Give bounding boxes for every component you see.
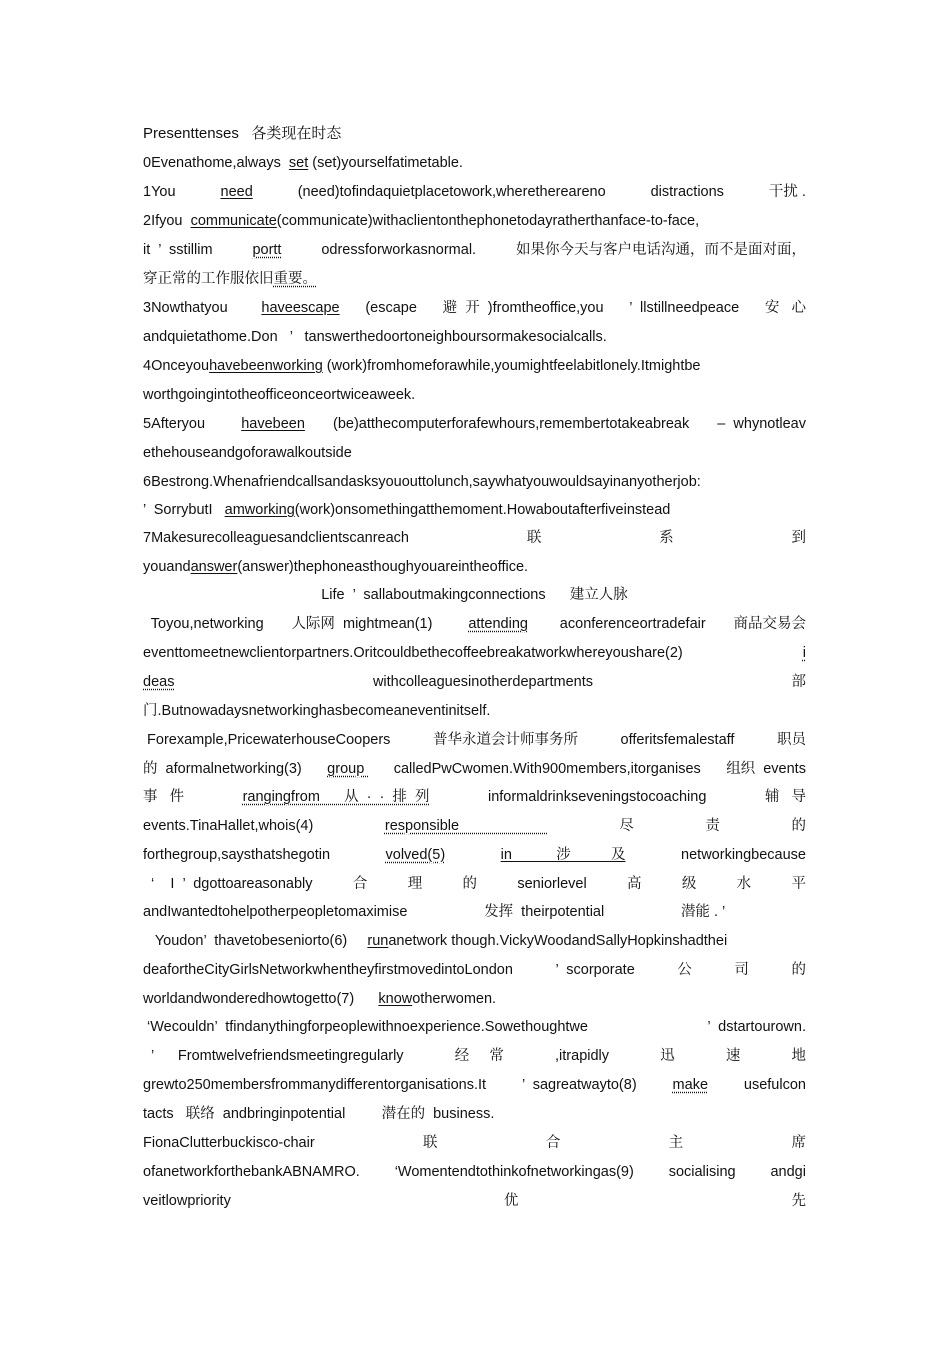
answer-blank: know bbox=[378, 991, 413, 1007]
text-line bbox=[143, 472, 806, 492]
text-segment: Forexample,PricewaterhouseCoopers bbox=[143, 732, 391, 748]
text-line bbox=[143, 385, 806, 405]
text-line bbox=[143, 327, 806, 347]
text-segment: withcolleaguesinotherdepartments bbox=[372, 674, 593, 690]
text-line bbox=[143, 672, 806, 692]
text-segment: youand bbox=[143, 559, 191, 575]
text-line bbox=[143, 1104, 806, 1124]
dotted-underline-text: make bbox=[672, 1077, 709, 1093]
text-segment: tacts 联络 andbringinpotential 潜在的 business. bbox=[143, 1106, 495, 1122]
text-line bbox=[143, 211, 806, 231]
text-segment: ’ scorporate bbox=[555, 962, 635, 978]
text-line bbox=[143, 931, 806, 951]
answer-blank: set bbox=[288, 155, 309, 171]
text-segment: 干扰 . bbox=[768, 184, 806, 200]
text-segment: (need)tofindaquietplacetowork,wherethereareno bbox=[297, 184, 606, 200]
text-line bbox=[143, 240, 806, 260]
text-line bbox=[143, 1191, 806, 1211]
text-segment: 责 bbox=[705, 818, 720, 834]
text-segment: 0Evenathome,always bbox=[143, 155, 289, 171]
text-segment: 公 bbox=[677, 962, 692, 978]
text-segment: andgi bbox=[770, 1164, 806, 1180]
text-segment: Toyou,networking bbox=[143, 616, 264, 632]
text-segment: worldandwonderedhowtogetto(7) bbox=[143, 991, 379, 1007]
text-segment: ’ dstartourown. bbox=[707, 1019, 806, 1035]
text-segment: grewto250membersfrommanydifferentorganisations.It bbox=[143, 1077, 487, 1093]
text-segment: 组织 events bbox=[726, 761, 806, 777]
text-segment: 人际网 mightmean(1) bbox=[291, 616, 441, 632]
text-segment: 迅 bbox=[660, 1048, 675, 1064]
text-segment: it ’ sstillim bbox=[143, 242, 213, 258]
answer-blank: answer bbox=[190, 559, 238, 575]
text-segment: worthgoingintotheofficeonceortwiceaweek. bbox=[143, 387, 416, 403]
text-segment: distractions bbox=[650, 184, 724, 200]
text-segment: 各类现在时态 bbox=[238, 125, 342, 142]
dotted-underline-text: rangingfrom 从 · · 排 列 bbox=[242, 789, 430, 805]
text-line bbox=[143, 414, 806, 434]
text-line bbox=[143, 298, 806, 318]
dotted-underline-text: volved(5) bbox=[385, 847, 446, 863]
text-line bbox=[143, 1133, 806, 1153]
text-line bbox=[143, 787, 806, 807]
text-segment: (work)fromhomeforawhile,youmightfeelabitlonely.Itmightbe bbox=[322, 358, 701, 374]
text-line bbox=[143, 845, 806, 865]
text-line bbox=[143, 816, 806, 836]
answer-blank: amworking bbox=[224, 502, 295, 518]
document-heading bbox=[143, 124, 806, 144]
text-line bbox=[143, 153, 806, 173]
text-segment: Youdon’ thavetobeseniorto(6) bbox=[143, 933, 368, 949]
text-segment: 联 bbox=[526, 530, 542, 546]
text-segment: 事 件 bbox=[143, 789, 185, 805]
text-segment: 合 bbox=[545, 1135, 561, 1151]
text-segment: 的 bbox=[791, 962, 806, 978]
text-segment: (answer)thephoneasthoughyouareintheoffice. bbox=[237, 559, 529, 575]
text-segment: 的 bbox=[462, 876, 478, 892]
text-segment: seniorlevel bbox=[517, 876, 587, 892]
text-segment: 联 bbox=[422, 1135, 438, 1151]
dotted-underline-text: portt bbox=[252, 242, 282, 258]
text-segment: 职员 bbox=[776, 732, 806, 748]
text-segment: ’ sagreatwayto(8) bbox=[521, 1077, 637, 1093]
text-segment: 门.Butnowadaysnetworkinghasbecomeaneventinitself. bbox=[143, 703, 491, 719]
text-segment: 部 bbox=[791, 674, 806, 690]
text-segment: odressforworkasnormal. bbox=[321, 242, 477, 258]
text-segment: ’ SorrybutI bbox=[143, 502, 225, 518]
text-line bbox=[143, 614, 806, 634]
text-segment: ’ llstillneedpeace bbox=[629, 300, 740, 316]
text-line bbox=[143, 1017, 806, 1037]
text-segment: Life ’ sallaboutmakingconnections 建立人脉 bbox=[321, 587, 628, 603]
text-segment: anetwork though.VickyWoodandSallyHopkinshadthei bbox=[388, 933, 728, 949]
text-segment: 经 常 bbox=[454, 1048, 504, 1064]
text-segment: networkingbecause bbox=[681, 847, 806, 863]
text-line bbox=[143, 874, 806, 894]
text-segment: 7Makesurecolleaguesandclientscanreach bbox=[143, 530, 409, 546]
text-segment: 发挥 theirpotential bbox=[484, 904, 605, 920]
text-segment: 商品交易会 bbox=[733, 616, 806, 632]
text-segment: usefulcon bbox=[743, 1077, 806, 1093]
text-segment: ’ Fromtwelvefriendsmeetingregularly bbox=[143, 1048, 404, 1064]
text-line bbox=[143, 1162, 806, 1182]
text-segment: (work)onsomethingatthemoment.Howaboutafterfiveinstead bbox=[294, 502, 671, 518]
text-segment: 穿正常的工作服依旧 bbox=[143, 271, 274, 287]
text-segment: 高 bbox=[627, 876, 642, 892]
text-segment: informaldrinkseveningstocoaching bbox=[487, 789, 707, 805]
text-segment: eventtomeetnewclientorpartners.Oritcouldbethecoffeebreakatworkwhereyoushare(2) bbox=[143, 645, 683, 661]
dotted-underline-text: responsible bbox=[384, 818, 548, 834]
text-line bbox=[143, 356, 806, 376]
text-segment: deafortheCityGirlsNetworkwhentheyfirstmovedintoLondon bbox=[143, 962, 513, 978]
text-segment: (communicate)withaclientonthephonetodayratherthanface-to-face, bbox=[276, 213, 700, 229]
text-segment: 到 bbox=[791, 530, 806, 546]
text-segment: 地 bbox=[791, 1048, 806, 1064]
text-segment: ‘Wecouldn’ tfindanythingforpeoplewithnoexperience.Sowethoughtwe bbox=[143, 1019, 588, 1035]
text-segment: 主 bbox=[668, 1135, 684, 1151]
text-segment: events.TinaHallet,whois(4) bbox=[143, 818, 314, 834]
text-line bbox=[143, 269, 806, 289]
text-line bbox=[143, 701, 806, 721]
text-segment: calledPwCwomen.With900members,itorganises bbox=[393, 761, 701, 777]
text-segment: 4Onceyou bbox=[143, 358, 210, 374]
text-segment: (set)yourselfatimetable. bbox=[308, 155, 463, 171]
text-segment: 尽 bbox=[619, 818, 634, 834]
text-segment: 安 心 bbox=[764, 300, 806, 316]
text-segment: 6Bestrong.Whenafriendcallsandasksyououttolunch,saywhatyouwouldsayinanyotherjob: bbox=[143, 474, 701, 490]
text-line bbox=[143, 585, 806, 605]
text-segment: 系 bbox=[659, 530, 674, 546]
text-line bbox=[143, 1075, 806, 1095]
text-segment: 优 bbox=[503, 1193, 519, 1209]
text-line bbox=[143, 182, 806, 202]
text-segment: 3Nowthatyou bbox=[143, 300, 236, 316]
text-segment: (escape bbox=[365, 300, 417, 316]
text-line bbox=[143, 643, 806, 663]
text-segment: socialising bbox=[668, 1164, 736, 1180]
text-segment: – whynotleav bbox=[717, 416, 806, 432]
text-segment: (be)atthecomputerforafewhours,remembertotakeabreak bbox=[332, 416, 690, 432]
text-segment: 级 bbox=[681, 876, 697, 892]
text-segment: ofanetworkforthebankABNAMRO. bbox=[143, 1164, 360, 1180]
text-line bbox=[143, 730, 806, 750]
text-segment: offeritsfemalestaff bbox=[620, 732, 735, 748]
answer-blank: need bbox=[220, 184, 253, 200]
text-segment: Presenttenses bbox=[143, 125, 239, 142]
text-segment: 1You bbox=[143, 184, 176, 200]
text-line bbox=[143, 989, 806, 1009]
text-segment: 潜能 . ’ bbox=[680, 904, 726, 920]
text-segment: 先 bbox=[791, 1193, 806, 1209]
text-segment: 如果你今天与客户电话沟通，而不是面对面， bbox=[515, 242, 806, 258]
dotted-underline-text: i bbox=[802, 645, 806, 661]
text-segment: otherwomen. bbox=[412, 991, 497, 1007]
text-segment: ,itrapidly bbox=[555, 1048, 610, 1064]
text-line bbox=[143, 443, 806, 463]
text-segment: 的 aformalnetworking(3) bbox=[143, 761, 302, 777]
text-segment: 的 bbox=[791, 818, 806, 834]
text-line bbox=[143, 500, 806, 520]
dotted-underline-text: group bbox=[327, 761, 369, 777]
text-segment: andquietathome.Don ’ tanswerthedoortoneighboursormakesocialcalls. bbox=[143, 329, 607, 345]
text-segment: 席 bbox=[791, 1135, 806, 1151]
dotted-underline-text: 重要。 bbox=[273, 271, 317, 287]
text-segment: andIwantedtohelpotherpeopletomaximise bbox=[143, 904, 408, 920]
answer-blank: run bbox=[367, 933, 389, 949]
text-segment bbox=[802, 902, 806, 922]
text-segment: 5Afteryou bbox=[143, 416, 214, 432]
text-line bbox=[143, 1046, 806, 1066]
text-segment: forthegroup,saysthatshegotin bbox=[143, 847, 331, 863]
dotted-underline-text: attending bbox=[468, 616, 528, 632]
answer-blank: communicate bbox=[190, 213, 277, 229]
answer-blank: havebeen bbox=[241, 416, 305, 432]
text-line bbox=[143, 528, 806, 548]
text-segment: 普华永道会计师事务所 bbox=[432, 732, 578, 748]
text-segment: 水 bbox=[736, 876, 752, 892]
text-segment: ‘ I ’ dgottoareasonably bbox=[143, 876, 313, 892]
text-segment: 速 bbox=[725, 1048, 741, 1064]
text-segment: 平 bbox=[791, 876, 806, 892]
text-segment: ‘Womentendtothinkofnetworkingas(9) bbox=[394, 1164, 634, 1180]
text-line bbox=[143, 960, 806, 980]
dotted-underline-text: deas bbox=[143, 674, 175, 690]
answer-blank: in 涉 及 bbox=[500, 847, 626, 863]
text-segment: 2Ifyou bbox=[143, 213, 191, 229]
text-segment: aconferenceortradefair bbox=[555, 616, 706, 632]
answer-blank: haveescape bbox=[261, 300, 340, 316]
text-line bbox=[143, 557, 806, 577]
text-segment: FionaClutterbuckisco-chair bbox=[143, 1135, 315, 1151]
answer-blank: havebeenworking bbox=[209, 358, 323, 374]
text-segment: veitlowpriority bbox=[143, 1193, 231, 1209]
text-segment: 司 bbox=[734, 962, 749, 978]
text-segment: 合 bbox=[352, 876, 368, 892]
text-segment: 理 bbox=[407, 876, 423, 892]
text-line bbox=[143, 759, 806, 779]
text-segment: 辅 导 bbox=[764, 789, 806, 805]
text-segment: ethehouseandgoforawalkoutside bbox=[143, 445, 352, 461]
text-segment: 避 开 )fromtheoffice,you bbox=[442, 300, 604, 316]
text-line bbox=[143, 902, 806, 922]
